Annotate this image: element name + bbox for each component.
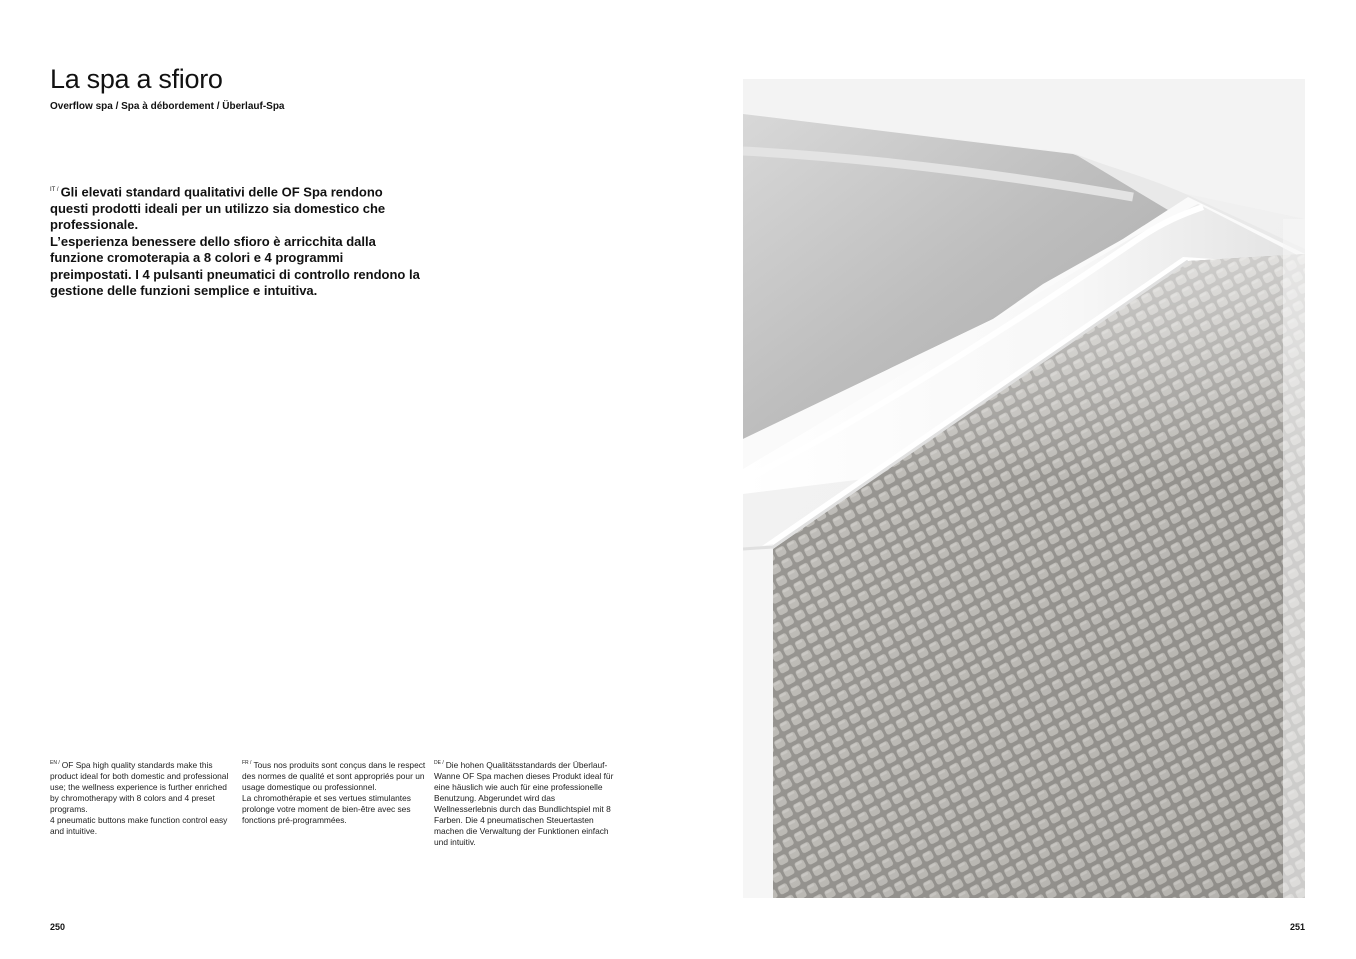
spa-edge-image <box>743 79 1305 898</box>
french-column <box>242 758 428 826</box>
italian-paragraph-1: Gli elevati standard qualitativi delle OF Spa rendono questi prodotti ideali per un utilizzo sia domestico che professionale. <box>50 184 386 233</box>
page-number-right: 251 <box>1290 922 1306 932</box>
french-paragraph-2: La chromothérapie et ses vertues stimulantes prolonge votre moment de bien-être avec ses fonctions pré-programmées. <box>242 792 411 825</box>
german-paragraph-1: Die hohen Qualitätsstandards der Überlauf-Wanne OF Spa machen dieses Produkt ideal für eine häuslich wie auch für eine professionelle Benutzung. Abgerundet wird das Wellnesserlebnis durch das Bundlichtspiel mit 8 Farben. Die 4 pneumatischen Steuertasten machen die Verwaltung der Funktionen einfach und intuitiv. <box>434 759 614 847</box>
page-title: La spa a sfioro <box>50 64 223 94</box>
german-column <box>434 758 620 848</box>
italian-paragraph-2: L’esperienza benessere dello sfioro è arricchita dalla funzione cromoterapia a 8 colori e 4 programmi preimpostati. I 4 pulsanti pneumatici di controllo rendono la gestione delle funzioni semplice e intuitiva. <box>50 233 420 299</box>
english-paragraph-1: OF Spa high quality standards make this product ideal for both domestic and professional use; the wellness experience is further enriched by chromotherapy with 8 colors and 4 preset programs. <box>50 759 229 814</box>
lang-tag-en: EN / <box>50 760 60 766</box>
product-photo <box>743 79 1305 898</box>
french-paragraph-1: Tous nos produits sont conçus dans le respect des normes de qualité et sont appropriés pour un usage domestique ou professionnel. <box>242 759 426 792</box>
english-paragraph-2: 4 pneumatic buttons make function control easy and intuitive. <box>50 814 228 836</box>
lang-tag-it: IT / <box>50 187 59 193</box>
english-column <box>50 758 236 837</box>
lang-tag-fr: FR / <box>242 760 252 766</box>
lang-tag-de: DE / <box>434 760 444 766</box>
page-subtitle: Overflow spa / Spa à débordement / Überlauf-Spa <box>50 101 285 112</box>
page-number-left: 250 <box>50 922 66 932</box>
italian-intro <box>50 182 422 300</box>
